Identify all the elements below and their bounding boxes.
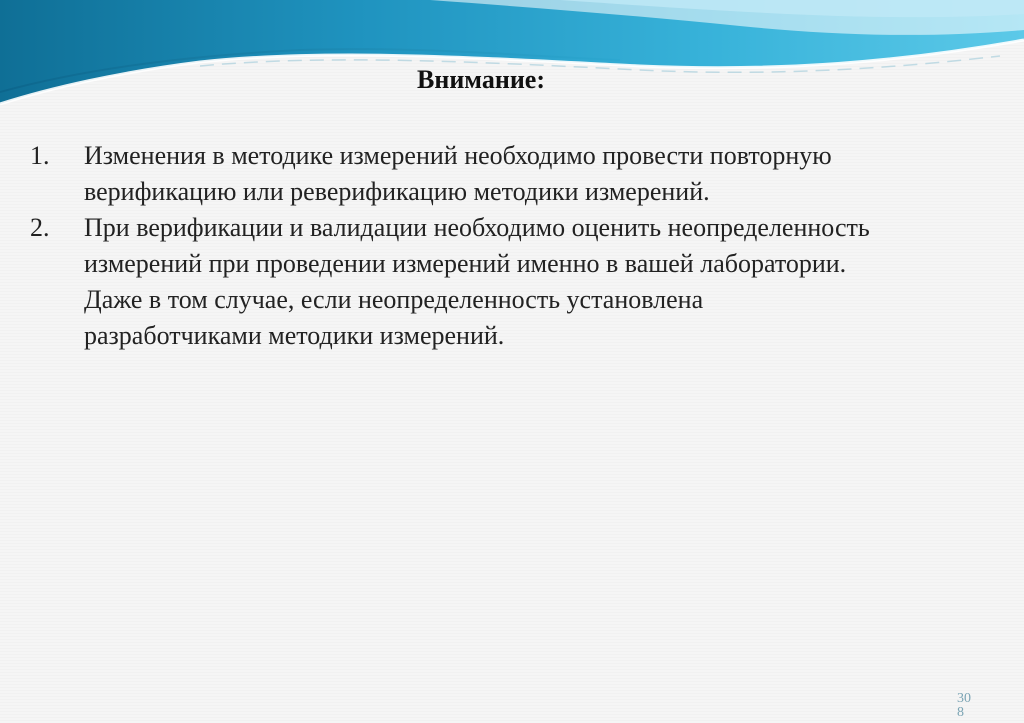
list-item-number: 1. <box>30 141 50 170</box>
list-item <box>30 138 880 210</box>
list-item-number: 2. <box>30 213 50 242</box>
list-item <box>30 210 880 354</box>
slide-title: Внимание: <box>417 65 545 94</box>
list-item-text: При верификации и валидации необходимо оценить неопределенность измерений при проведении измерений именно в вашей лаборатории. Даже в том случае, если неопределенность установлена разработчиками методики измерений. <box>84 213 870 350</box>
page-number: 308 <box>957 691 971 720</box>
list-item-text: Изменения в методике измерений необходимо провести повторную верификацию или реверификацию методики измерений. <box>84 141 832 206</box>
numbered-list <box>30 138 880 354</box>
